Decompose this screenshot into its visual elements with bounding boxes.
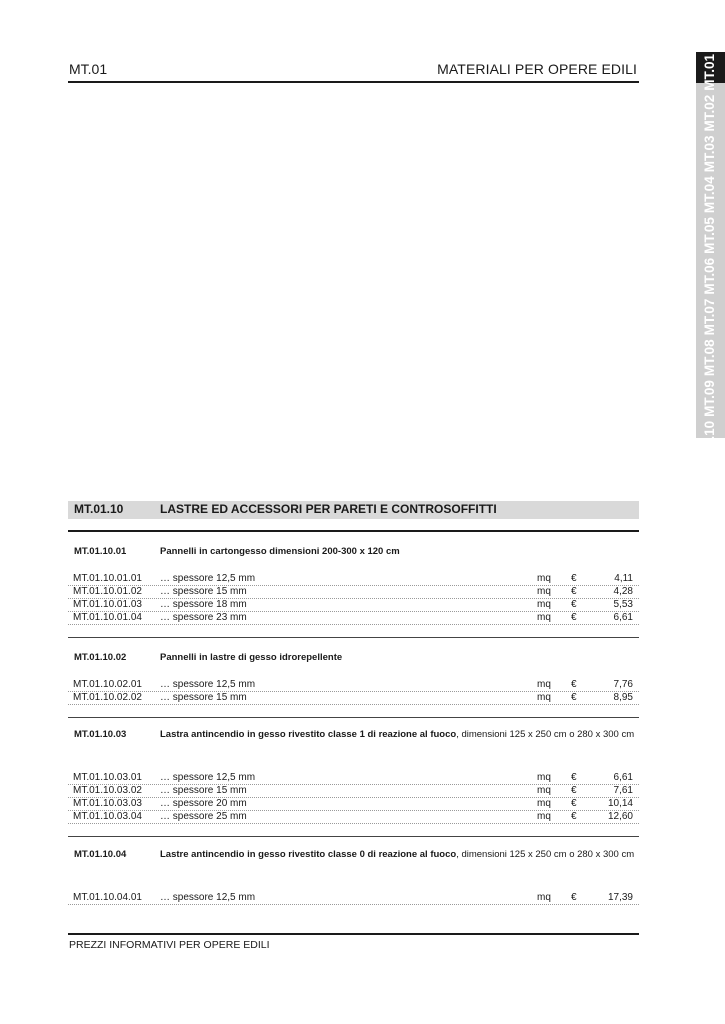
side-tab-label: MT.05	[702, 217, 717, 254]
item-currency: €	[571, 612, 577, 623]
item-price: 4,11	[614, 573, 633, 584]
section-code: MT.01.10	[74, 502, 124, 516]
item-unit: mq	[537, 811, 551, 822]
item-description: … spessore 12,5 mm	[160, 772, 256, 783]
group-title-main: Lastre antincendio in gesso rivestito classe 0 di reazione al fuoco	[160, 849, 457, 860]
side-tab-label: MT.06	[702, 257, 717, 295]
price-row	[68, 797, 639, 811]
footer-rule	[68, 933, 639, 935]
side-tab-label: MT.09	[702, 380, 717, 417]
side-tab-label: MT.07	[702, 298, 717, 336]
group-title	[160, 546, 400, 557]
side-tab-label: MT.77	[702, 461, 717, 499]
item-description: … spessore 12,5 mm	[160, 573, 256, 584]
item-code: MT.01.10.01.04	[73, 612, 142, 623]
item-description: … spessore 15 mm	[160, 692, 247, 703]
price-row	[68, 585, 639, 599]
item-unit: mq	[537, 612, 551, 623]
side-tab-label: MT.01	[702, 54, 717, 91]
item-price: 6,61	[613, 612, 633, 623]
group-title-detail: , dimensioni 125 x 250 cm o 280 x 300 cm	[456, 729, 635, 740]
price-row	[68, 691, 639, 705]
group-divider	[68, 836, 639, 837]
document-code: MT.01	[69, 61, 108, 77]
item-unit: mq	[537, 573, 551, 584]
item-code: MT.01.10.03.01	[73, 772, 142, 783]
item-currency: €	[571, 892, 577, 903]
side-tab-label: MT.08	[702, 339, 717, 377]
price-row	[68, 784, 639, 798]
item-unit: mq	[537, 692, 551, 703]
item-price: 5,53	[613, 599, 633, 610]
price-row	[68, 891, 639, 905]
item-currency: €	[571, 785, 577, 796]
footer-text: PREZZI INFORMATIVI PER OPERE EDILI	[69, 939, 270, 951]
group-divider	[68, 717, 639, 718]
price-row	[68, 611, 639, 625]
side-tab-label: MT.02	[702, 94, 717, 132]
item-price: 12,60	[607, 811, 633, 822]
item-description: … spessore 12,5 mm	[160, 892, 256, 903]
item-code: MT.01.10.01.02	[73, 586, 142, 597]
item-description: … spessore 12,5 mm	[160, 679, 256, 690]
item-currency: €	[571, 679, 577, 690]
group-title-main: Pannelli in cartongesso dimensioni 200-300 x 120 cm	[160, 546, 400, 557]
price-row	[68, 572, 639, 586]
item-code: MT.01.10.03.04	[73, 811, 142, 822]
section-rule	[68, 530, 639, 532]
side-tab-label: MT.79	[702, 502, 717, 540]
item-code: MT.01.10.01.03	[73, 599, 142, 610]
item-price: 10,14	[607, 798, 633, 809]
item-currency: €	[571, 573, 577, 584]
group-code: MT.01.10.04	[74, 849, 127, 860]
item-description: … spessore 25 mm	[160, 811, 247, 822]
item-code: MT.01.10.03.02	[73, 785, 142, 796]
item-unit: mq	[537, 892, 551, 903]
item-unit: mq	[537, 785, 551, 796]
section-title: LASTRE ED ACCESSORI PER PARETI E CONTROSOFFITTI	[160, 502, 497, 516]
group-title-main: Lastra antincendio in gesso rivestito classe 1 di reazione al fuoco	[160, 729, 457, 740]
item-price: 4,28	[613, 586, 633, 597]
document-title: MATERIALI PER OPERE EDILI	[437, 61, 637, 77]
item-currency: €	[571, 586, 577, 597]
group-title-detail: , dimensioni 125 x 250 cm o 280 x 300 cm	[456, 849, 635, 860]
item-description: … spessore 20 mm	[160, 798, 247, 809]
price-row	[68, 810, 639, 824]
group-title	[160, 849, 634, 860]
side-tab-labels	[701, 52, 719, 540]
item-description: … spessore 15 mm	[160, 586, 247, 597]
item-unit: mq	[537, 798, 551, 809]
price-row	[68, 678, 639, 692]
side-tab-label: MT.04	[702, 176, 717, 214]
item-code: MT.01.10.04.01	[73, 892, 142, 903]
item-unit: mq	[537, 599, 551, 610]
item-description: … spessore 15 mm	[160, 785, 247, 796]
item-price: 8,95	[613, 692, 633, 703]
item-price: 6,61	[613, 772, 633, 783]
item-unit: mq	[537, 586, 551, 597]
price-row	[68, 771, 639, 785]
item-code: MT.01.10.03.03	[73, 798, 142, 809]
item-unit: mq	[537, 772, 551, 783]
group-title	[160, 729, 634, 740]
side-tab-label: MT.03	[702, 135, 717, 173]
item-price: 17,39	[607, 892, 633, 903]
item-description: … spessore 18 mm	[160, 599, 247, 610]
header-rule	[68, 81, 639, 83]
group-title-main: Pannelli in lastre di gesso idrorepellente	[160, 652, 343, 663]
item-price: 7,76	[613, 679, 633, 690]
item-currency: €	[571, 798, 577, 809]
item-code: MT.01.10.02.02	[73, 692, 142, 703]
group-code: MT.01.10.02	[74, 652, 127, 663]
group-title	[160, 652, 342, 663]
side-tab-label: MT.10	[702, 420, 717, 458]
item-price: 7,61	[613, 785, 633, 796]
price-row	[68, 598, 639, 612]
item-unit: mq	[537, 679, 551, 690]
group-divider	[68, 637, 639, 638]
item-description: … spessore 23 mm	[160, 612, 247, 623]
item-code: MT.01.10.02.01	[73, 679, 142, 690]
group-code: MT.01.10.01	[74, 546, 127, 557]
group-code: MT.01.10.03	[74, 729, 127, 740]
item-currency: €	[571, 692, 577, 703]
item-currency: €	[571, 772, 577, 783]
item-currency: €	[571, 599, 577, 610]
item-code: MT.01.10.01.01	[73, 573, 142, 584]
item-currency: €	[571, 811, 577, 822]
